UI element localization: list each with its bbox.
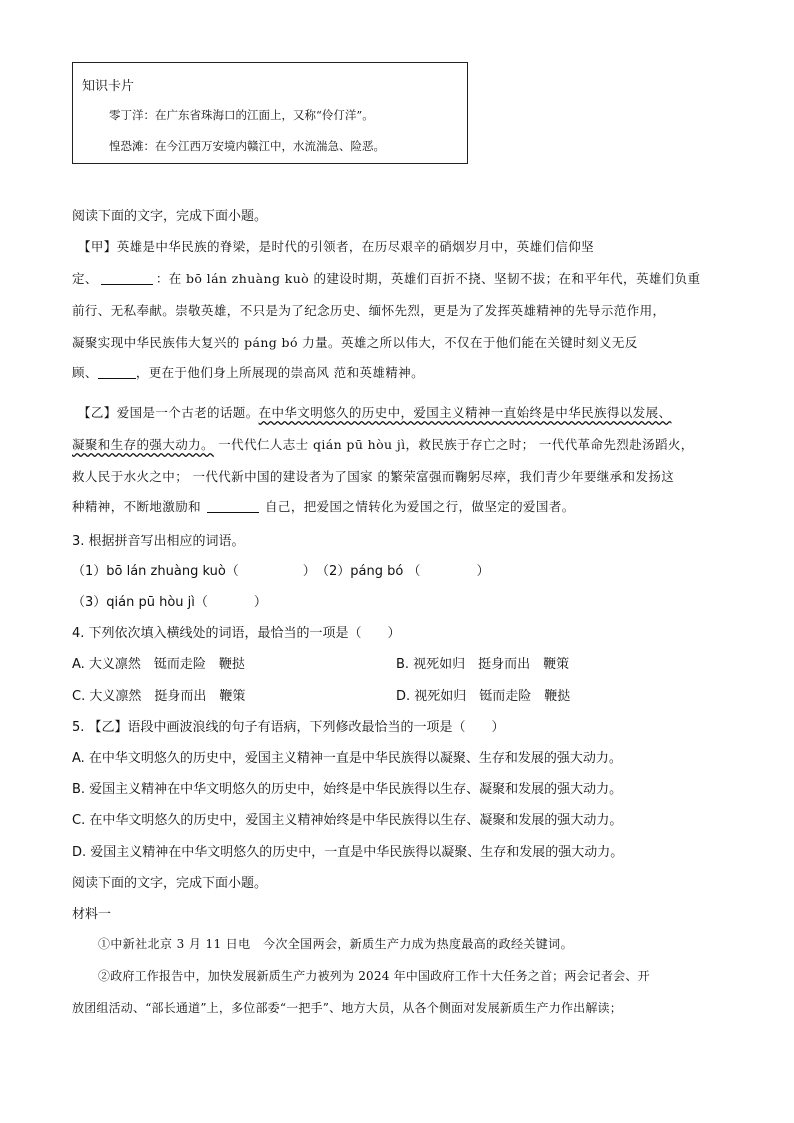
question-5-stem: 5. 【乙】语段中画波浪线的句子有语病，下列修改最恰当的一项是（ ） [72,720,505,735]
passage-yi-line-4 [72,497,575,515]
card-line-lingdingyang: 零丁洋：在广东省珠海口的江面上，又称“伶仃洋”。 [109,108,374,122]
passage-yi-line-4-end: 自己，把爱国之情转化为爱国之行，做坚定的爱国者。 [265,499,575,514]
question-5-option-c[interactable]: C. 在中华文明悠久的历史中，爱国主义精神始终是中华民族得以生存、凝聚和发展的强大动力。 [72,813,623,828]
passage-yi-line-4-start: 种精神，不断地激励和 [72,499,202,514]
fill-blank-2[interactable] [98,366,136,379]
question-5-option-a[interactable]: A. 在中华文明悠久的历史中，爱国主义精神一直是中华民族得以凝聚、生存和发展的强大动力。 [72,751,622,766]
passage-jia-line-1: 【甲】英雄是中华民族的脊梁，是时代的引领者，在历尽艰辛的硝烟岁月中，英雄们信仰坚 [78,239,595,254]
material-paragraph-2-line-1: ②政府工作报告中，加快发展新质生产力被列为 2024 年中国政府工作十大任务之首；两会记者会、开 [98,969,650,983]
question-4-option-b[interactable]: B. 视死如归 挺身而出 鞭策 [396,657,570,672]
passage-jia-line-5 [72,363,424,381]
question-3-item-2-close: ） [476,564,490,579]
material-paragraph-1: ①中新社北京 3 月 11 日电 今次全国两会，新质生产力成为热度最高的政经关键词。 [98,937,573,951]
question-3-item-2 [316,560,489,579]
passage-jia-line-4: 凝聚实现中华民族伟大复兴的 páng bó 力量。英雄之所以伟大，不仅在于他们能在关键时刻义无反 [72,335,638,350]
fill-blank-3[interactable] [207,500,259,513]
question-3-item-2-label: （2）páng bó （ [316,564,421,579]
question-4-option-a[interactable]: A. 大义凛然 铤而走险 鞭挞 [72,657,245,672]
question-4-option-d[interactable]: D. 视死如归 铤而走险 鞭挞 [396,689,571,704]
fill-blank-1[interactable] [101,272,153,285]
question-5-option-d[interactable]: D. 爱国主义精神在中华文明悠久的历史中，一直是中华民族得以凝聚、生存和发展的强大动力。 [72,845,624,860]
card-line-huangkongtan: 惶恐滩：在今江西万安境内赣江中，水流湍急、险恶。 [109,139,385,153]
reading-instruction-2: 阅读下面的文字，完成下面小题。 [72,876,268,891]
question-3-stem: 3. 根据拼音写出相应的词语。 [72,534,245,549]
wavy-sentence-part-1: 在中华文明悠久的历史中，爱国主义精神一直始终是中华民族得以发展、 [258,405,672,420]
passage-jia-line-2 [72,269,700,287]
question-4-stem: 4. 下列依次填入横线处的词语，最恰当的一项是（ ） [72,626,401,641]
card-title: 知识卡片 [82,79,135,94]
passage-jia-line-5-start: 顾、 [72,365,98,380]
passage-jia-line-5-end: ，更在于他们身上所展现的崇高风 范和英雄精神。 [135,365,424,380]
material-heading: 材料一 [72,907,112,922]
material-paragraph-2-line-2: 放团组活动、“部长通道”上，多位部委“一把手”、地方大员，从各个侧面对发展新质生产力作出解读； [72,1001,622,1015]
passage-yi-line-1 [78,403,671,421]
question-4-option-c[interactable]: C. 大义凛然 挺身而出 鞭策 [72,689,246,704]
passage-jia-line-2-start: 定、 [72,271,98,286]
passage-jia-line-3: 前行、无私奉献。崇敬英雄，不只是为了纪念历史、缅怀先烈，更是为了发挥英雄精神的先导示范作用， [72,303,666,318]
question-3-item-3-close: ） [253,595,267,610]
question-3-item-1 [72,560,316,579]
passage-yi-line-2 [72,435,694,453]
wavy-sentence-part-2: 凝聚和生存的强大动力。 [72,437,214,452]
question-3-item-1-close: ） [302,564,316,579]
passage-yi-line-3: 救人民于水火之中； 一代代新中国的建设者为了国家 的繁荣富强而鞠躬尽瘁，我们青少年要继承和发扬这 [72,469,675,484]
passage-yi-line-1-start: 【乙】爱国是一个古老的话题。 [78,405,259,420]
passage-jia-line-2-end: ：在 bō lán zhuàng kuò 的建设时期，英雄们百折不挠、坚韧不拔；在和平年代，英雄们负重 [155,271,701,286]
knowledge-card [72,62,468,164]
question-3-item-1-label: （1）bō lán zhuàng kuò（ [72,564,239,579]
passage-yi-line-2-end: 一代代仁人志士 qián pū hòu jì，救民族于存亡之时； 一代代革命先烈赴汤蹈火， [213,437,694,452]
question-5-option-b[interactable]: B. 爱国主义精神在中华文明悠久的历史中，始终是中华民族得以生存、凝聚和发展的强大动力。 [72,782,623,797]
question-3-item-3-label: （3）qián pū hòu jì（ [72,595,208,610]
reading-instruction-1: 阅读下面的文字，完成下面小题。 [72,209,268,224]
question-3-item-3 [72,591,267,610]
